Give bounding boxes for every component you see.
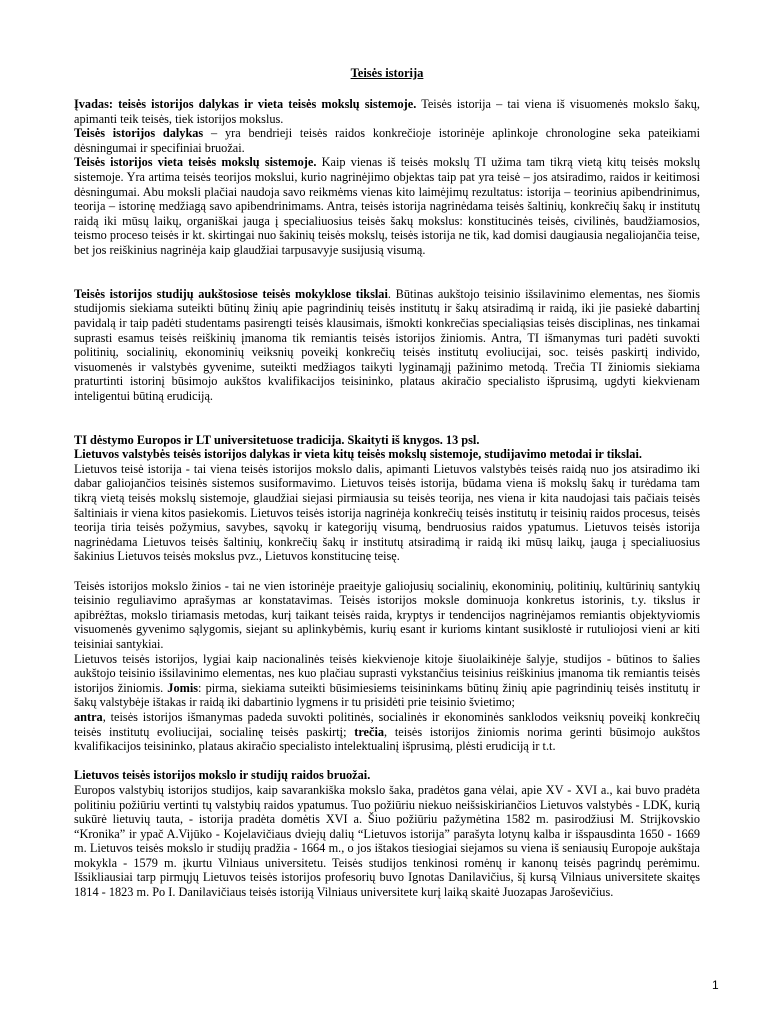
paragraph-goals (74, 287, 700, 404)
studies-bold-2: antra (74, 709, 103, 724)
spacer (74, 258, 700, 273)
studies-text-4: , teisės istorijos žiniomis norima gerinti būsimojo aukštos kvalifikacijos teisininko, plataus akiračio specialisto intelektualinį išprusimą, plėsti erudiciją ir t.t. (74, 724, 700, 754)
studies-text-3: , teisės istorijos išmanymas padeda suvokti politinės, socialinės ir ekonominės sanklodos veiksnių poveikį konkrečių teisės institutų evoliucijai, socialinę teisės paskirtį; (74, 709, 700, 739)
studies-text-1: Lietuvos teisės istorijos, lygiai kaip nacionalinės teisės kiekvienoje kitoje šiuolaikinėje šalyje, studijos - būtinos to šalies aukštojo teisinio išsilavinimo elementas, nes kuo plačiau suprasti vykstančius teisinius reiškinius įmanoma tik remiantis teisės istorijos žiniomis. (74, 651, 700, 695)
spacer (74, 564, 700, 579)
page-number: 1 (712, 978, 719, 992)
paragraph-lt-history: Lietuvos teisė istorija - tai viena teisės istorijos mokslo dalis, apimanti Lietuvos valstybės teisės raidą nuo jos atsiradimo iki dabar galiojančios teisinės sistemos susiformavimo. Lietuvos teisės istorija, būdama viena iš mokslų šakų ir turėdama tam tikrą vietą teisės mokslų sistemoje, glaudžiai siejasi pirmiausia su teisės teorija, nes viena ir kita naudojasi tais pačiais teisės šaltiniais ir viena kitos pasiekomis. Lietuvos teisės istorija nagrinėja konkrečių teisės institutų ir teisinių raidos procesus, teisės teorija tiria teisės požymius, savybes, sąvokų ir kategorijų visumą, bendruosius raidos ypatumus. Lietuvos teisės istorija nagrinėdama Lietuvos teisės šaltinių, konkrečių šakų ir institutų atsiradimą ir raidą iki mūsų laikų, įauga į specialiuosius šakinius Lietuvos teisės mokslus pvz., Lietuvos konstitucinę teisę. (74, 461, 700, 564)
page-title: Teisės istorija (350, 66, 424, 80)
heading-features-text: Lietuvos teisės istorijos mokslo ir studijų raidos bruožai. (74, 768, 371, 783)
spacer (74, 272, 700, 287)
place-heading: Teisės istorijos vieta teisės mokslų sistemoje. (74, 155, 317, 170)
heading-tradition (74, 433, 700, 448)
heading-lt-history-text: Lietuvos valstybės teisės istorijos dalykas ir vieta kitų teisės mokslų sistemoje, studijavimo metodai ir tikslai. (74, 447, 642, 462)
paragraph-place (74, 155, 700, 257)
intro-heading: Įvadas: teisės istorijos dalykas ir vieta teisės mokslų sistemoje. (74, 97, 417, 111)
paragraph-studies (74, 652, 700, 754)
studies-bold-1: Jomis (167, 680, 199, 695)
paragraph-subject (74, 126, 700, 155)
spacer (74, 418, 700, 433)
heading-tradition-text: TI dėstymo Europos ir LT universitetuose tradicija. Skaityti iš knygos. 13 psl. (74, 432, 480, 447)
heading-features (74, 768, 700, 783)
studies-bold-3: trečia (354, 724, 385, 739)
paragraph-knowledge: Teisės istorijos mokslo žinios - tai ne vien istorinėje praeityje galiojusių socialinių, ekonominių, politinių, kultūrinių santykių teisinio reguliavimo aprašymas ar konstatavimas. Teisės istorijos moksle dominuoja konkretus istorinis, t.y. tikslus ir apibrėžtas, mokslo tiriamasis metodas, kurį taikant teisės raida, kryptys ir tendencijos nagrinėjamos remiantis objektyviomis visuomenės gyvenimo sąlygomis, siejant su aplinkybėmis, kurių esant ir kurioms kintant susiklostė ir rutuliojosi vieni ar kiti teisiniai santykiai. (74, 578, 700, 651)
goals-text: . Būtinas aukštojo teisinio išsilavinimo elementas, nes šiomis studijomis siekiama suteikti būtinų žinių apie pagrindinių teisės institutų ir šakų atsiradimą ir raidą, iki jie pasiekė dabartinį pavidalą ir taip padėti studentams pasirengti teisės klausimais, išmokti konkrečias specialiąsias teisės disciplinas, nes tinkamai suprasti esamus teisės reiškinių įmanoma tik remiantis teisės istorijos žiniomis. Antra, TI išmanymas turi padėti suvokti politinių, socialinių, ekonominių veiksnių poveikį konkrečių teisės institutų evoliucijai, soc. teisės paskirtį individo, visuomenės ir valstybės gyvenime, suteikti medžiagos taikyti lyginamąjį pažinimo metodą. Trečia TI žiniomis siekiama praturtinti istorinį būsimojo aukštos kvalifikacijos teisininko, plataus akiračio specialisto išprusimą, ugdyti kiekvienam inteligentui būtiną erudiciją. (74, 286, 700, 403)
subject-text: – yra bendrieji teisės raidos konkrečioje istorinėje aplinkoje chronologine seka pateikiami dėsningumai ir specifiniai bruožai. (74, 126, 700, 155)
paragraph-features: Europos valstybių istorijos studijos, kaip savarankiška mokslo šaka, pradėtos gana vėlai, apie XV - XVI a., kai buvo pradėta politiniu požiūriu vertinti tų valstybių raidos ypatumus. Tuo požiūriu niekuo neišsiskiriančios Lietuvos valstybės - LDK, kurią sukūrė lietuvių tauta, - istorija pradėta domėtis XVI a. Šiuo požiūriu pažymėtina 1582 m. pasirodžiusi M. Strijkovskio “Kronika” ir ypač A.Vijūko - Kojelavičiaus dviejų dalių “Lietuvos istorija” parašyta lotynų kalba ir išspausdinta 1650 - 1669 m. Lietuvos teisės mokslo ir studijų pradžia - 1664 m., o jos ištakos tiesiogiai siejamos su viena iš seniausių Europoje aukštaja mokykla - 1579 m. įkurtu Vilniaus universitetu. Teisės studijos tenkinosi romėnų ir kanonų teisės pagrindų perėmimu. Išsikliausiai tarp pirmųjų Lietuvos teisės istorijos profesorių buvo Ignotas Danilavičius, šį kursą Vilniaus universitete skaitęs 1814 - 1823 m. Po I. Danilavičiaus teisės istoriją Vilniaus universitete kurį laiką skaitė Juozapas Jaroševičius. (74, 782, 700, 900)
paragraph-intro (74, 97, 700, 126)
place-text: Kaip vienas iš teisės mokslų TI užima tam tikrą vietą kitų teisės mokslų sistemoje. Yra artima teisės teorijos mokslui, kurio nagrinėjimo objektas taip pat yra teisė – jos atsiradimo, raidos ir keitimosi dėsningumai. Abu moksli plačiai naudoja savo reikmėms vienas kito laimėjimų rezultatus: istorija – teorinius apibendrinimus, teorija – istorinę medžiagą savo apibendrinimams. Antra, teisės istorija nagrinėdama teisės šaltinių, konkrečių šakų ir institutų raidą iki mūsų laikų, organiškai jauga į specialiuosius teisės šakų mokslus: konstitucinės teisės, civilinės, baudžiamosios, teismo proceso teisės ir kt. skirtingai nuo šakinių teisės mokslų, teisės istorija ne tik, kad domisi daugiausia negaliojančia teise, bet jos reiškinius nagrinėja kaip glaudžiai tarpusavyje susijusią visumą. (74, 155, 701, 257)
heading-lt-history (74, 447, 700, 462)
document-body (74, 97, 700, 900)
goals-heading: Teisės istorijos studijų aukštosiose teisės mokyklose tikslai (74, 286, 388, 301)
spacer (74, 754, 700, 769)
subject-heading: Teisės istorijos dalykas (74, 126, 204, 141)
studies-text-2: : pirma, siekiama suteikti būsimiesiems teisininkams būtinų žinių apie pagrindinių teisės institutų ir šakų valstybėje ištakas ir raidą iki dabartinio lygmens ir tu prisidėti prie teisinio švietimo; (74, 680, 700, 710)
spacer (74, 403, 700, 418)
intro-text: Teisės istorija – tai viena iš visuomenės mokslo šakų, apimanti teik teisės, tiek istorijos mokslus. (74, 97, 700, 126)
